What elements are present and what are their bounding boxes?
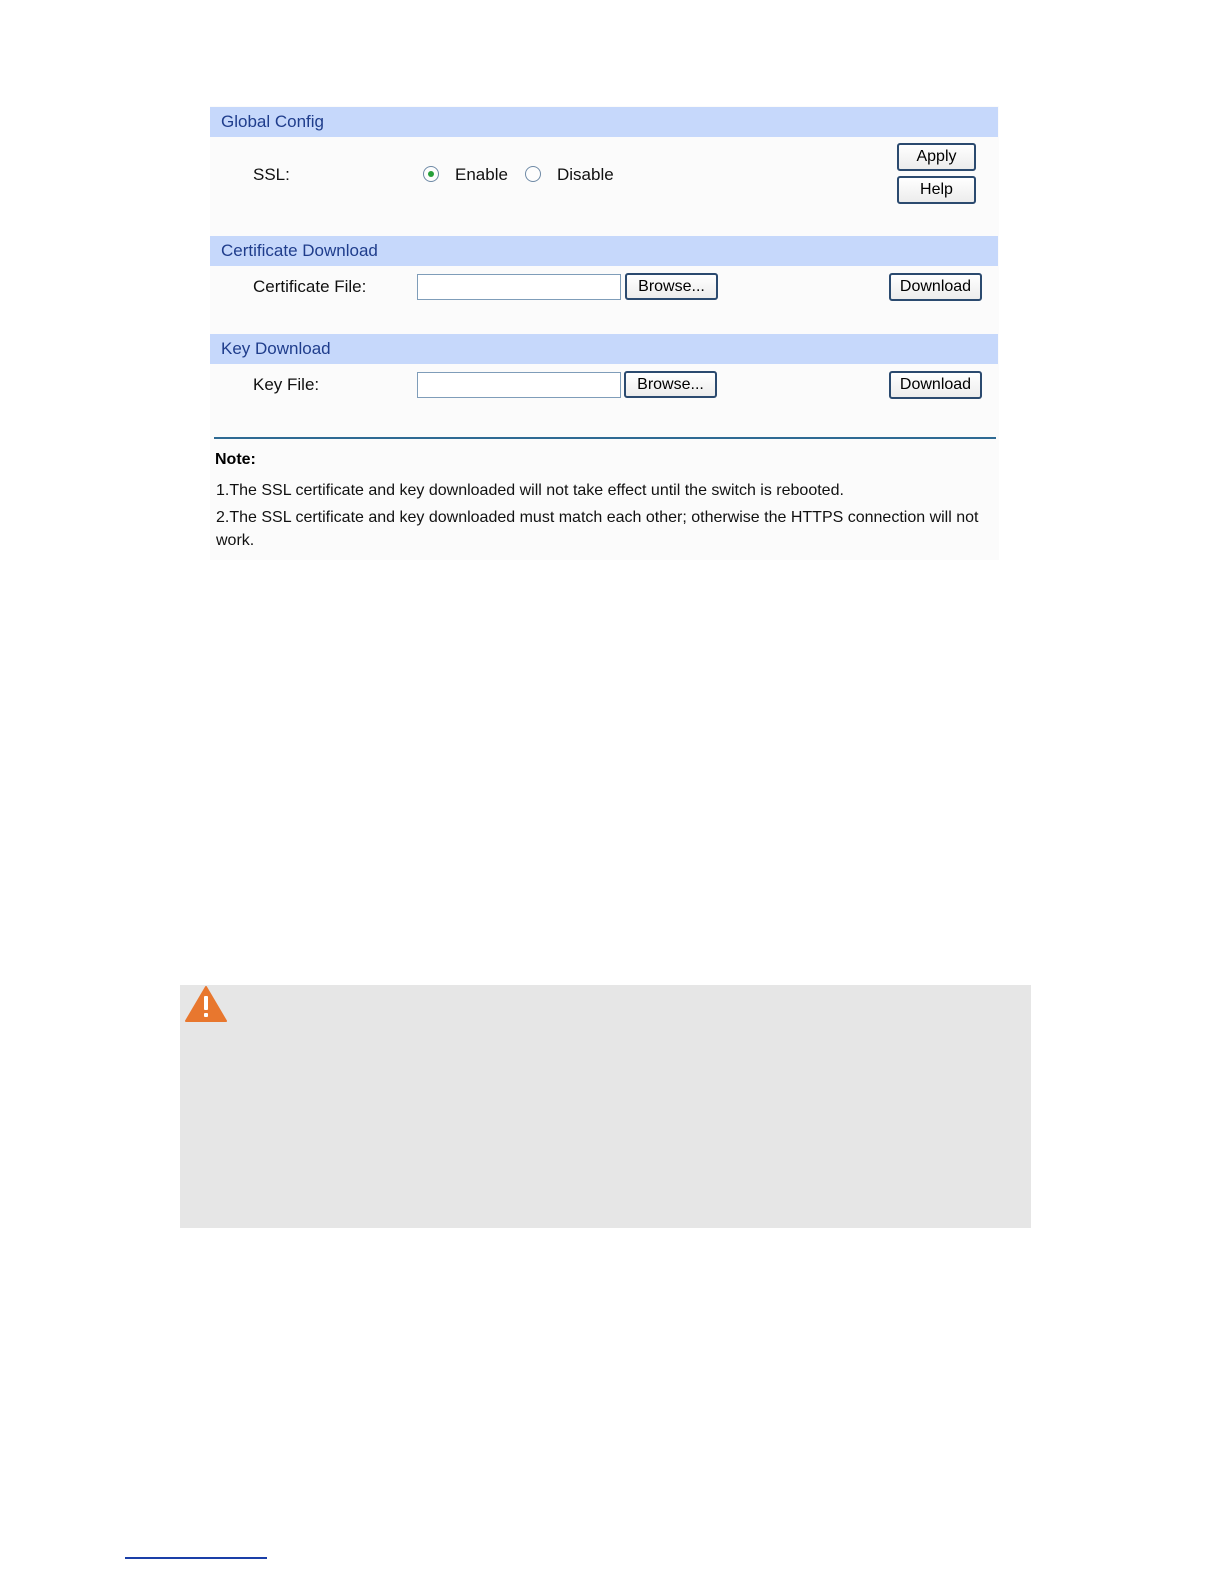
- key-download-button[interactable]: Download: [889, 371, 982, 399]
- certificate-file-input[interactable]: [417, 274, 621, 300]
- key-file-input[interactable]: [417, 372, 621, 398]
- key-browse-button[interactable]: Browse...: [624, 371, 717, 398]
- note-line-1: 1.The SSL certificate and key downloaded will not take effect until the switch is rebooted.: [216, 482, 844, 499]
- ssl-disable-radio[interactable]: [525, 166, 541, 182]
- certificate-download-button[interactable]: Download: [889, 273, 982, 301]
- ssl-enable-label: Enable: [455, 165, 508, 184]
- ssl-enable-radio[interactable]: [423, 166, 439, 182]
- note-title: Note:: [215, 451, 256, 468]
- certificate-browse-button[interactable]: Browse...: [625, 273, 718, 300]
- ssl-disable-label: Disable: [557, 165, 614, 184]
- note-divider: [214, 437, 996, 439]
- ssl-label: SSL:: [253, 165, 290, 184]
- note-line-2: 2.The SSL certificate and key downloaded must match each other; otherwise the HTTPS connection will not work.: [216, 509, 979, 549]
- certificate-file-label: Certificate File:: [253, 277, 367, 296]
- warning-callout: [180, 985, 1031, 1228]
- apply-button[interactable]: Apply: [897, 143, 976, 171]
- help-button[interactable]: Help: [897, 176, 976, 204]
- certificate-download-header: Certificate Download: [210, 236, 998, 266]
- warning-triangle-icon: [184, 985, 228, 1028]
- global-config-header: Global Config: [210, 107, 998, 137]
- footer-link-underline: [125, 1557, 267, 1559]
- key-download-header: Key Download: [210, 334, 998, 364]
- ssl-config-panel: [210, 106, 999, 560]
- key-file-label: Key File:: [253, 375, 320, 394]
